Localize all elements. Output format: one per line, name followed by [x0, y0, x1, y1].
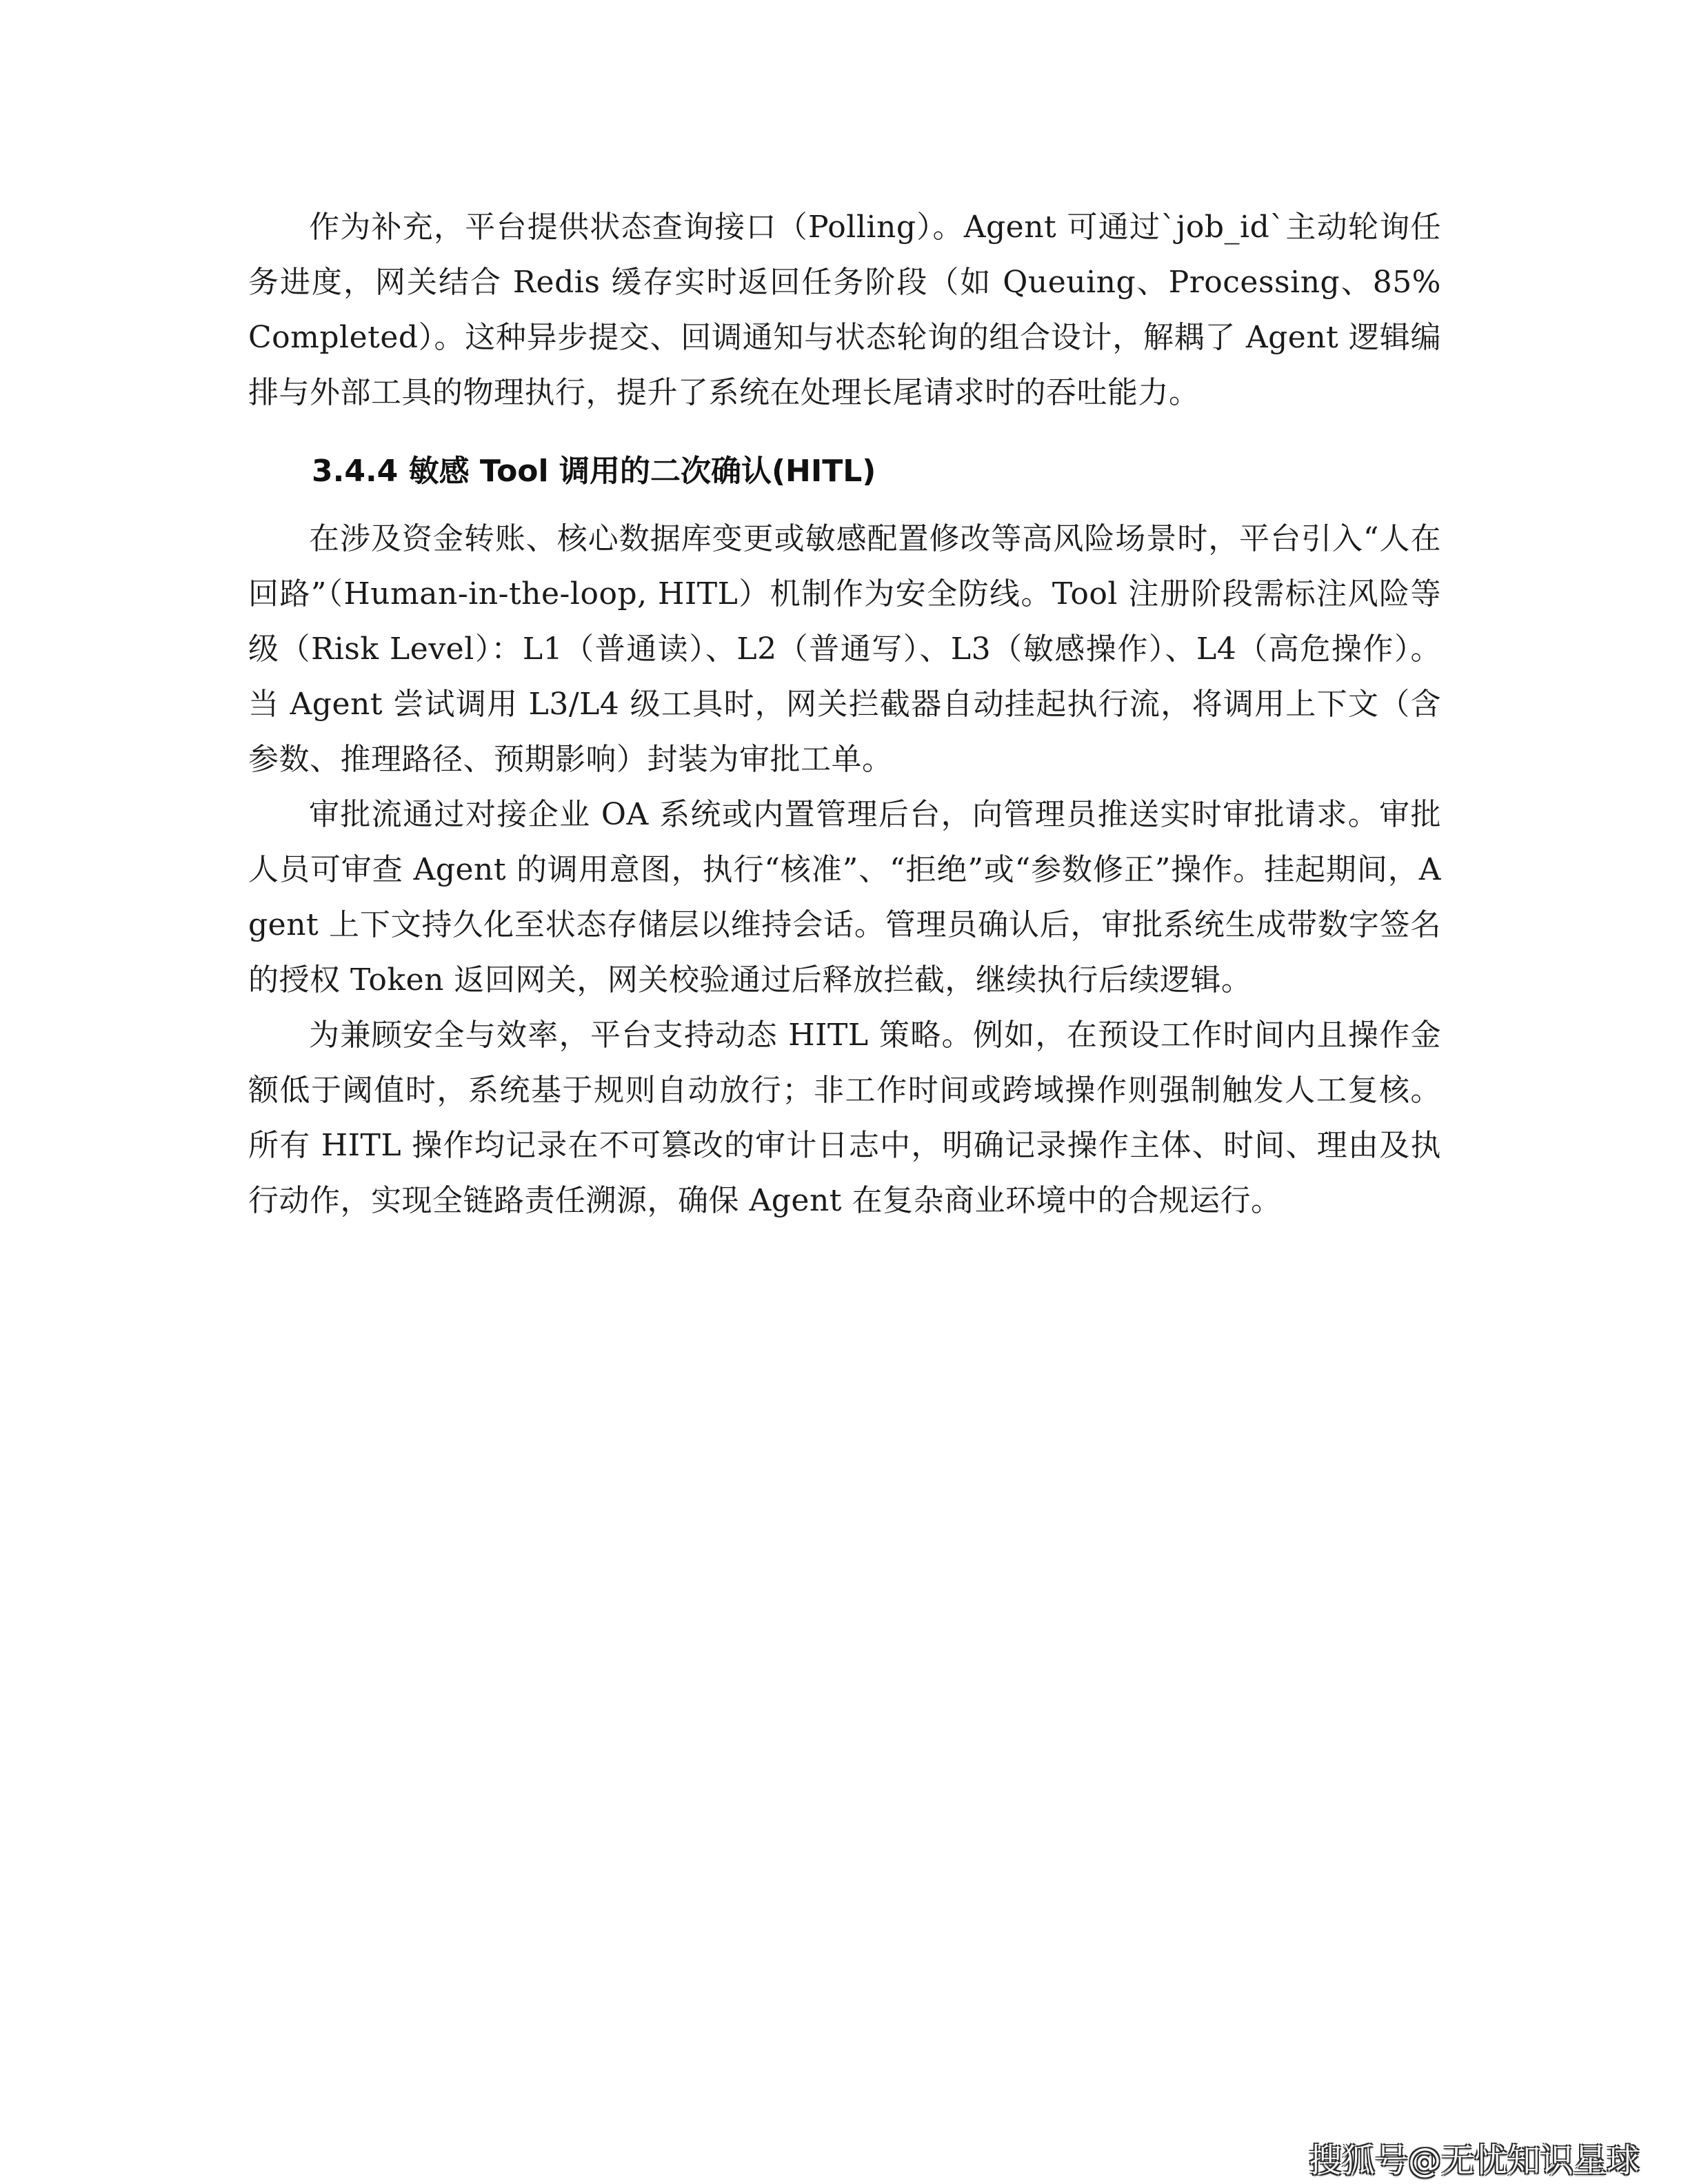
section-heading: 3.4.4 敏感 Tool 调用的二次确认(HITL): [312, 454, 876, 489]
paragraph-polling: 作为补充，平台提供状态查询接口（Polling）。Agent 可通过`job_id`主动轮询任务进度，网关结合 Redis 缓存实时返回任务阶段（如 Queuing、Processing、85% Completed）。这种异步提交、回调通知与状态轮询的组合设计，解耦了 Agent 逻辑编排与外部工具的物理执行，提升了系统在处理长尾请求时的吞吐能力。: [248, 210, 1441, 410]
paragraph-hitl-intro: 在涉及资金转账、核心数据库变更或敏感配置修改等高风险场景时，平台引入“人在回路”（Human-in-the-loop, HITL）机制作为安全防线。Tool 注册阶段需标注风险等级（Risk Level）：L1（普通读）、L2（普通写）、L3（敏感操作）、L4（高危操作）。当 Agent 尝试调用 L3/L4 级工具时，网关拦截器自动挂起执行流，将调用上下文（含参数、推理路径、预期影响）封装为审批工单。: [248, 521, 1441, 777]
document-body: [248, 200, 1441, 1228]
source-watermark: 搜狐号@无忧知识星球: [1308, 2141, 1640, 2180]
paragraph-approval-flow: 审批流通过对接企业 OA 系统或内置管理后台，向管理员推送实时审批请求。审批人员可审查 Agent 的调用意图，执行“核准”、“拒绝”或“参数修正”操作。挂起期间，Agent 上下文持久化至状态存储层以维持会话。管理员确认后，审批系统生成带数字签名的授权 Token 返回网关，网关校验通过后释放拦截，继续执行后续逻辑。: [248, 797, 1441, 998]
paragraph-dynamic-policy: 为兼顾安全与效率，平台支持动态 HITL 策略。例如，在预设工作时间内且操作金额低于阈值时，系统基于规则自动放行；非工作时间或跨域操作则强制触发人工复核。所有 HITL 操作均记录在不可篡改的审计日志中，明确记录操作主体、时间、理由及执行动作，实现全链路责任溯源，确保 Agent 在复杂商业环境中的合规运行。: [248, 1018, 1441, 1218]
